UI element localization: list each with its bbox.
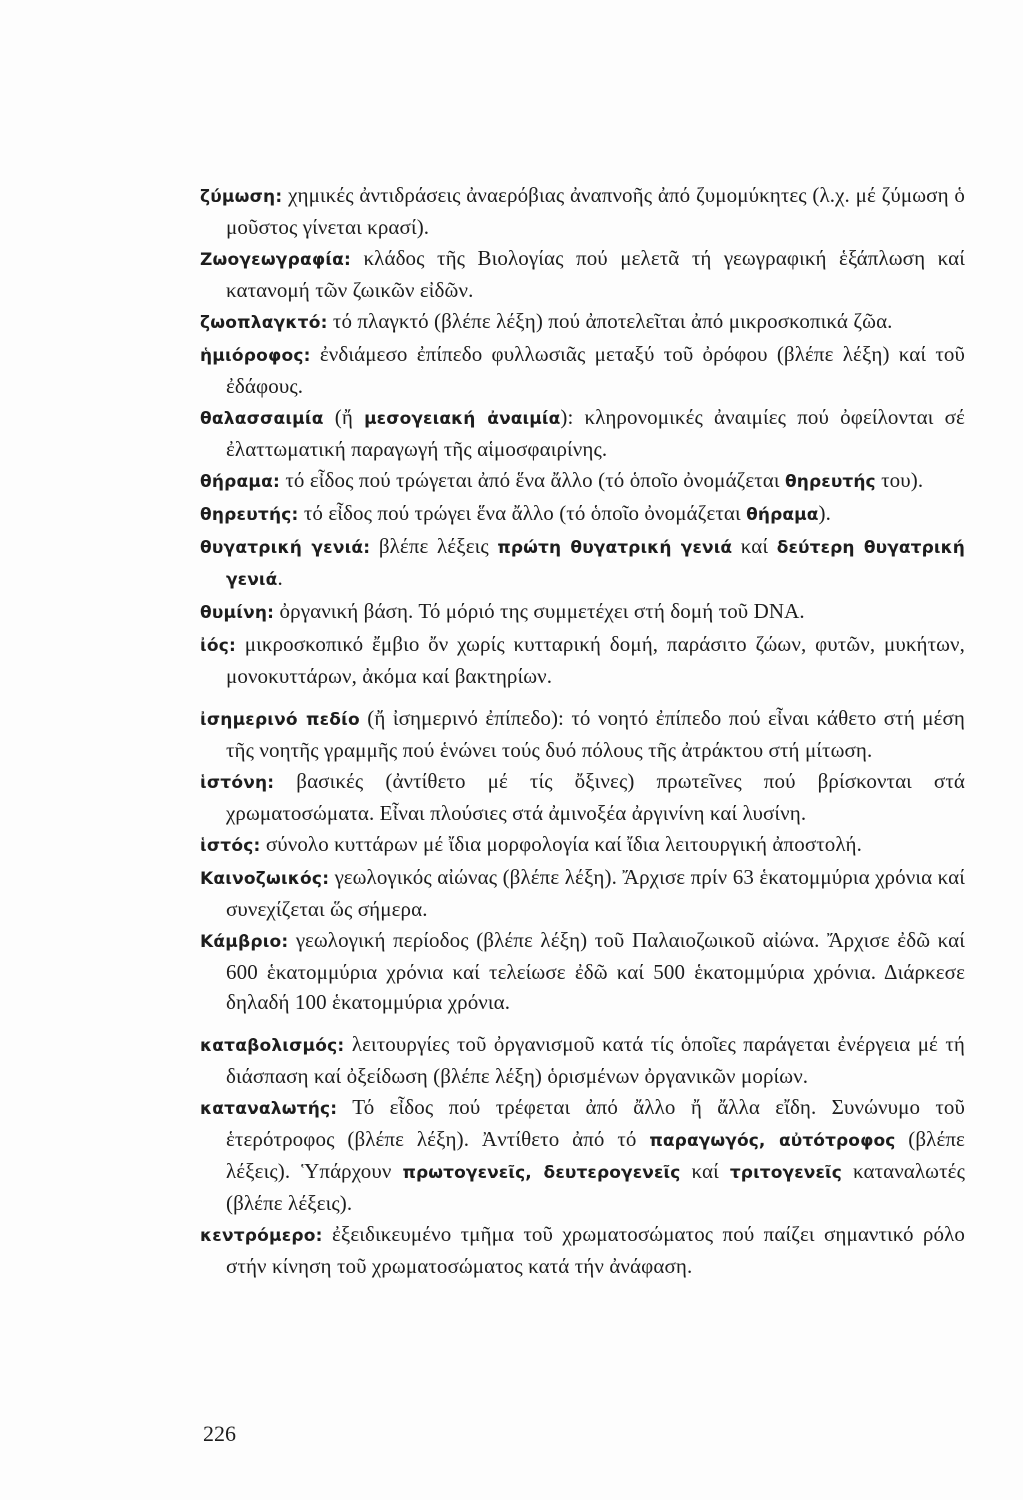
entry-term: ἱστόνη: [200,773,275,793]
cross-reference: μεσογειακή ἀναιμία [364,409,561,429]
entry-definition: γεωλογικός αἰώνας (βλέπε λέξη). Ἄρχισε πρίν 63 ἑκατομμύρια χρόνια καί συνεχίζεται ὥς σήμερα. [226,865,965,921]
entry-term: κεντρόμερο: [200,1226,323,1246]
glossary-entry [200,925,965,1017]
entry-term: θυγατρική γενιά: [200,538,371,558]
entry-definition: (βλέπε λέξεις). Ὑπάρχουν [226,1127,965,1183]
entry-term: θήραμα: [200,472,281,492]
cross-reference: πρώτη θυγατρική γενιά [497,538,733,558]
entry-definition: γεωλογική περίοδος (βλέπε λέξη) τοῦ Παλαιοζωικοῦ αἰώνα. Ἄρχισε ἐδῶ καί 600 ἑκατομμύρια χρόνια καί τελείωσε ἐδῶ καί 500 ἑκατομμύρια χρόνια. Διάρκεσε δηλαδή 100 ἑκατομμύρια χρόνια. [226,928,965,1014]
entry-definition: λειτουργίες τοῦ ὀργανισμοῦ κατά τίς ὁποῖες παράγεται ἐνέργεια μέ τή διάσπαση καί ὀξείδωση (βλέπε λέξη) ὁρισμένων ὀργανικῶν μορίων. [226,1032,965,1088]
entry-term: ἰσημερινό πεδίο [200,710,360,730]
glossary-entry [200,465,965,497]
entry-definition: βασικές (ἀντίθετο μέ τίς ὄξινες) πρωτεῖνες πού βρίσκονται στά χρωματοσώματα. Εἶναι πλούσιες στά ἀμινοξέα ἀργινίνη καί λυσίνη. [226,769,965,825]
entry-term: Καινοζωικός: [200,869,330,889]
entry-term: καταβολισμός: [200,1036,345,1056]
entry-definition: τό εἶδος πού τρώγεται ἀπό ἕνα ἄλλο (τό ὁποῖο ὀνομάζεται [280,468,786,492]
glossary-entry [200,1219,965,1281]
entry-definition: . [277,566,283,590]
entry-definition: κλάδος τῆς Βιολογίας πού μελετᾶ τή γεωγραφική ἑξάπλωση καί κατανομή τῶν ζωικῶν εἰδῶν. [226,246,965,302]
glossary-entry [200,829,965,861]
entry-definition: μικροσκοπικό ἔμβιο ὄν χωρίς κυτταρική δομή, παράσιτο ζώων, φυτῶν, μυκήτων, μονοκυττάρων, ἀκόμα καί βακτηρίων. [226,632,965,688]
entry-term: Ζωογεωγραφία: [200,250,352,270]
entry-definition: (ἤ [323,405,365,429]
entry-definition: ). [818,501,831,525]
glossary-entry [200,596,965,628]
glossary-entry [200,180,965,242]
entry-term: θυμίνη: [200,603,275,623]
cross-reference: πρωτογενεῖς, δευτερογενεῖς [402,1163,681,1183]
entry-definition: (ἤ ἰσημερινό ἐπίπεδο): τό νοητό ἐπίπεδο πού εἶναι κάθετο στή μέση τῆς νοητῆς γραμμῆς πού ἑνώνει τούς δυό πόλους τῆς ἀτράκτου στή μίτωση. [226,706,965,762]
entry-term: ζωοπλαγκτό: [200,313,328,333]
glossary-entry [200,306,965,338]
entry-definition: ἐνδιάμεσο ἐπίπεδο φυλλωσιᾶς μεταξύ τοῦ ὀρόφου (βλέπε λέξη) καί τοῦ ἐδάφους. [226,342,965,398]
entry-definition: τό εἶδος πού τρώγει ἕνα ἄλλο (τό ὁποῖο ὀνομάζεται [298,501,747,525]
cross-reference: θηρευτής [785,472,876,492]
entry-definition: Τό εἶδος πού τρέφεται ἀπό ἄλλο ἤ ἄλλα εἴδη. Συνώνυμο τοῦ ἑτερότροφος (βλέπε λέξη). Ἀντίθετο ἀπό τό [226,1095,965,1151]
page-number: 226 [203,1421,236,1446]
entry-term: καταναλωτής: [200,1099,338,1119]
entry-definition: σύνολο κυττάρων μέ ἴδια μορφολογία καί ἴδια λειτουργική ἀποστολή. [260,832,862,856]
entry-term: Κάμβριο: [200,932,289,952]
entry-term: ἱστός: [200,836,261,856]
glossary-entry [200,1092,965,1218]
entry-definition: βλέπε λέξεις [370,534,498,558]
glossary-entry [200,243,965,305]
glossary-entry [200,703,965,765]
glossary-entry [200,629,965,691]
entry-definition: καί [732,534,777,558]
entry-definition: τό πλαγκτό (βλέπε λέξη) πού ἀποτελεῖται ἀπό μικροσκοπικά ζῶα. [327,309,893,333]
glossary-entry [200,862,965,924]
glossary-entry [200,339,965,401]
glossary-entry [200,402,965,464]
glossary-entry [200,1029,965,1091]
entry-definition: καί [680,1159,730,1183]
entry-term: ἰός: [200,636,236,656]
entry-definition: ): κληρονομικές ἀναιμίες πού ὀφείλονται σέ ἐλαττωματική παραγωγή τῆς αἱμοσφαιρίνης. [226,405,965,461]
cross-reference: τριτογενεῖς [729,1163,842,1183]
entry-term: ζύμωση: [200,187,283,207]
cross-reference: παραγωγός, αὐτότροφος [649,1131,896,1151]
entry-definition: ἐξειδικευμένο τμῆμα τοῦ χρωματοσώματος πού παίζει σημαντικό ρόλο στήν κίνηση τοῦ χρωματοσώματος κατά τήν ἀνάφαση. [226,1222,965,1278]
entry-definition: χημικές ἀντιδράσεις ἀναερόβιας ἀναπνοῆς ἀπό ζυμομύκητες (λ.χ. μέ ζύμωση ὁ μοῦστος γίνεται κρασί). [226,183,965,239]
entry-term: ἡμιόροφος: [200,346,311,366]
glossary-entry [200,766,965,828]
entry-term: θηρευτής: [200,505,299,525]
glossary-entry [200,531,965,595]
glossary-entry [200,498,965,530]
glossary-entries [200,180,965,1282]
entry-definition: του). [875,468,924,492]
cross-reference: θήραμα [746,505,819,525]
entry-definition: καταναλωτές (βλέπε λέξεις). [226,1159,965,1215]
entry-term: θαλασσαιμία [200,409,324,429]
entry-definition: ὀργανική βάση. Τό μόριό της συμμετέχει στή δομή τοῦ DNA. [274,599,805,623]
cross-reference: δεύτερη θυγατρική γενιά [226,538,965,590]
